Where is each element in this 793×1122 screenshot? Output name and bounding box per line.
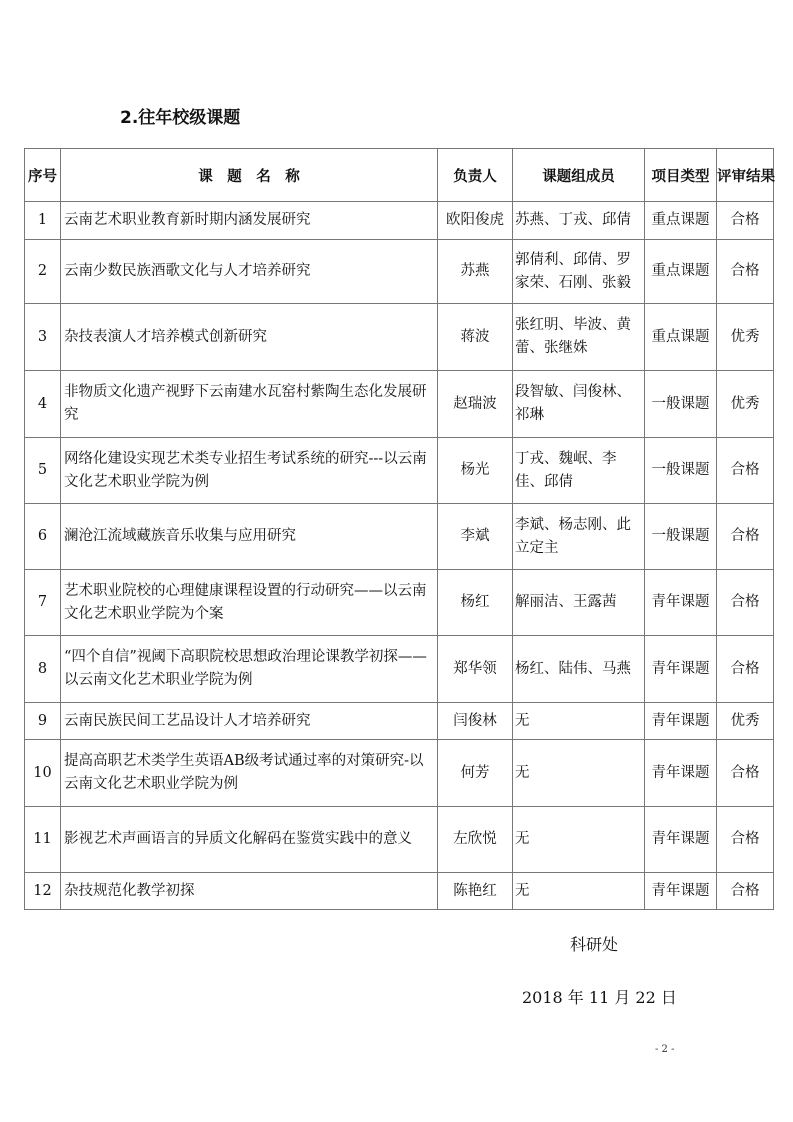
table-row xyxy=(25,304,774,371)
cell-leader: 闫俊林 xyxy=(438,703,513,740)
cell-title: 杂技表演人才培养模式创新研究 xyxy=(61,304,438,371)
cell-leader: 杨红 xyxy=(438,570,513,636)
cell-leader: 李斌 xyxy=(438,504,513,570)
table-row xyxy=(25,807,774,873)
header-title: 课 题 名 称 xyxy=(61,149,438,202)
cell-no: 10 xyxy=(25,740,61,807)
cell-result: 合格 xyxy=(717,240,774,304)
cell-result: 合格 xyxy=(717,570,774,636)
table-row xyxy=(25,438,774,504)
projects-table xyxy=(24,148,774,910)
cell-members: 解丽洁、王露茜 xyxy=(513,570,645,636)
cell-type: 重点课题 xyxy=(645,240,717,304)
cell-type: 一般课题 xyxy=(645,504,717,570)
cell-no: 3 xyxy=(25,304,61,371)
cell-leader: 杨光 xyxy=(438,438,513,504)
page-number: - 2 - xyxy=(655,1044,675,1055)
cell-title: 云南艺术职业教育新时期内涵发展研究 xyxy=(61,202,438,240)
cell-result: 合格 xyxy=(717,740,774,807)
cell-members: 杨红、陆伟、马燕 xyxy=(513,636,645,703)
cell-leader: 左欣悦 xyxy=(438,807,513,873)
cell-type: 一般课题 xyxy=(645,371,717,438)
cell-title: 影视艺术声画语言的异质文化解码在鉴赏实践中的意义 xyxy=(61,807,438,873)
table-row xyxy=(25,636,774,703)
cell-members: 郭倩利、邱倩、罗家荣、石刚、张毅 xyxy=(513,240,645,304)
cell-result: 合格 xyxy=(717,504,774,570)
cell-result: 合格 xyxy=(717,202,774,240)
cell-type: 重点课题 xyxy=(645,304,717,371)
table-row xyxy=(25,570,774,636)
cell-title: “四个自信”视阈下高职院校思想政治理论课教学初探——以云南文化艺术职业学院为例 xyxy=(61,636,438,703)
cell-no: 6 xyxy=(25,504,61,570)
cell-result: 优秀 xyxy=(717,371,774,438)
header-type: 项目类型 xyxy=(645,149,717,202)
cell-members: 无 xyxy=(513,807,645,873)
cell-result: 优秀 xyxy=(717,703,774,740)
table-row xyxy=(25,240,774,304)
cell-members: 无 xyxy=(513,703,645,740)
cell-title: 云南少数民族酒歌文化与人才培养研究 xyxy=(61,240,438,304)
cell-result: 合格 xyxy=(717,636,774,703)
cell-no: 2 xyxy=(25,240,61,304)
cell-type: 青年课题 xyxy=(645,740,717,807)
table-row xyxy=(25,504,774,570)
cell-result: 合格 xyxy=(717,807,774,873)
cell-result: 合格 xyxy=(717,438,774,504)
cell-title: 网络化建设实现艺术类专业招生考试系统的研究---以云南文化艺术职业学院为例 xyxy=(61,438,438,504)
cell-title: 云南民族民间工艺品设计人才培养研究 xyxy=(61,703,438,740)
cell-members: 张红明、毕波、黄蕾、张继姝 xyxy=(513,304,645,371)
table-row xyxy=(25,703,774,740)
cell-members: 丁戎、魏岷、李佳、邱倩 xyxy=(513,438,645,504)
header-leader: 负责人 xyxy=(438,149,513,202)
cell-no: 7 xyxy=(25,570,61,636)
issue-date: 2018 年 11 月 22 日 xyxy=(522,988,677,1007)
header-no: 序号 xyxy=(25,149,61,202)
cell-no: 5 xyxy=(25,438,61,504)
table-row xyxy=(25,873,774,910)
cell-leader: 苏燕 xyxy=(438,240,513,304)
cell-members: 李斌、杨志刚、此立定主 xyxy=(513,504,645,570)
cell-result: 合格 xyxy=(717,873,774,910)
cell-type: 重点课题 xyxy=(645,202,717,240)
header-result: 评审结果 xyxy=(717,149,774,202)
table-row xyxy=(25,371,774,438)
cell-title: 提高高职艺术类学生英语AB级考试通过率的对策研究-以云南文化艺术职业学院为例 xyxy=(61,740,438,807)
table-header-row xyxy=(25,149,774,202)
cell-members: 苏燕、丁戎、邱倩 xyxy=(513,202,645,240)
cell-no: 9 xyxy=(25,703,61,740)
table-row xyxy=(25,740,774,807)
cell-type: 青年课题 xyxy=(645,703,717,740)
issuing-office: 科研处 xyxy=(570,935,619,954)
cell-no: 4 xyxy=(25,371,61,438)
cell-leader: 陈艳红 xyxy=(438,873,513,910)
cell-result: 优秀 xyxy=(717,304,774,371)
cell-type: 青年课题 xyxy=(645,636,717,703)
cell-type: 青年课题 xyxy=(645,873,717,910)
cell-title: 艺术职业院校的心理健康课程设置的行动研究——以云南文化艺术职业学院为个案 xyxy=(61,570,438,636)
section-heading: 2.往年校级课题 xyxy=(120,108,241,128)
cell-members: 无 xyxy=(513,740,645,807)
cell-title: 非物质文化遗产视野下云南建水瓦窑村紫陶生态化发展研究 xyxy=(61,371,438,438)
cell-title: 杂技规范化教学初探 xyxy=(61,873,438,910)
cell-leader: 蒋波 xyxy=(438,304,513,371)
cell-members: 段智敏、闫俊林、祁琳 xyxy=(513,371,645,438)
cell-leader: 欧阳俊虎 xyxy=(438,202,513,240)
cell-type: 青年课题 xyxy=(645,807,717,873)
cell-title: 澜沧江流域藏族音乐收集与应用研究 xyxy=(61,504,438,570)
cell-type: 一般课题 xyxy=(645,438,717,504)
cell-leader: 赵瑞波 xyxy=(438,371,513,438)
header-members: 课题组成员 xyxy=(513,149,645,202)
cell-type: 青年课题 xyxy=(645,570,717,636)
cell-no: 8 xyxy=(25,636,61,703)
cell-leader: 郑华领 xyxy=(438,636,513,703)
cell-no: 1 xyxy=(25,202,61,240)
cell-members: 无 xyxy=(513,873,645,910)
cell-no: 11 xyxy=(25,807,61,873)
cell-no: 12 xyxy=(25,873,61,910)
cell-leader: 何芳 xyxy=(438,740,513,807)
table-row xyxy=(25,202,774,240)
